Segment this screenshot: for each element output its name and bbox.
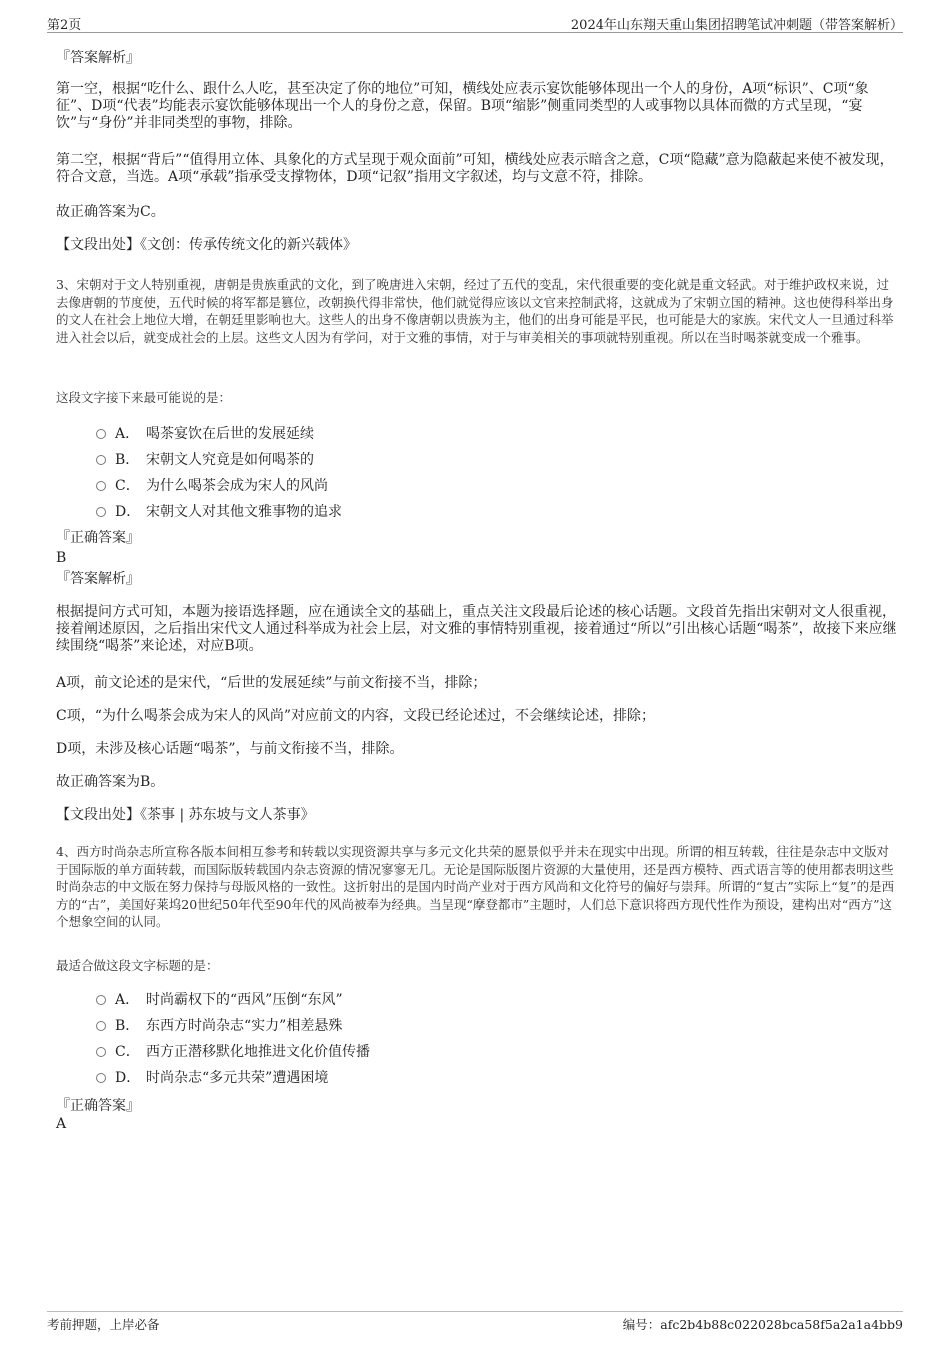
analysis-label: 『答案解析』 (56, 571, 140, 587)
option-text: 宋朝文人对其他文雅事物的追求 (146, 504, 342, 520)
option-text: 东西方时尚杂志“实力”相差悬殊 (146, 1018, 343, 1034)
radio-button[interactable] (96, 429, 106, 439)
option-letter: B． (115, 1018, 140, 1034)
option-letter: D． (115, 504, 141, 520)
answer-conclusion: 故正确答案为C。 (56, 204, 165, 220)
option-letter: C． (115, 478, 140, 494)
radio-button[interactable] (96, 455, 106, 465)
page-header (47, 14, 903, 33)
analysis-label: 『答案解析』 (56, 50, 140, 66)
option-text: 时尚霸权下的“西风”压倒“东风” (146, 992, 343, 1008)
correct-answer: A (56, 1116, 67, 1132)
radio-button[interactable] (96, 995, 106, 1005)
analysis-paragraph: 第一空，根据“吃什么、跟什么人吃，甚至决定了你的地位”可知，横线处应表示宴饮能够体现出一个人的身份，A项“标识”、C项“象征”、D项“代表”均能表示宴饮能够体现出一个人的身份之意，保留。B项“缩影”侧重同类型的人或事物以具体而微的方式呈现，“宴饮”与“身份”并非同类型的事物，排除。 (56, 81, 869, 131)
option-text: 宋朝文人究竟是如何喝茶的 (146, 452, 314, 468)
option-letter: C． (115, 1044, 140, 1060)
question-passage: 4、西方时尚杂志所宣称各版本间相互参考和转载以实现资源共享与多元文化共荣的愿景似乎并未在现实中出现。所谓的相互转载，往往是杂志中文版对于国际版的单方面转载，而国际版转载国内杂志资源的情况寥寥无几。无论是国际版图片资源的大量使用，还是西方模特、西式语言等的使用都表明这些时尚杂志的中文版在努力保持与母版风格的一致性。这折射出的是国内时尚产业对于西方风尚和文化符号的偏好与崇拜。所谓的“复古”实际上“复”的是西方的“古”，美国好莱坞20世纪50年代至90年代的风尚被奉为经典。当呈现“摩登都市”主题时，人们总下意识将西方现代性作为预设，建构出对“西方”这个想象空间的认同。 (56, 844, 895, 929)
question-prompt: 这段文字接下来最可能说的是： (56, 390, 232, 405)
option-a[interactable] (96, 425, 314, 443)
source-citation: 【文段出处】《文创：传承传统文化的新兴载体》 (56, 237, 357, 253)
option-text: 西方正潜移默化地推进文化价值传播 (146, 1044, 370, 1060)
option-b[interactable] (96, 1017, 342, 1035)
correct-answer: B (56, 550, 67, 566)
analysis-paragraph: 第二空，根据“背后”“值得用立体、具象化的方式呈现于观众面前”可知，横线处应表示暗含之意，C项“隐藏”意为隐蔽起来使不被发现，符合文意，当选。A项“承载”指承受支撑物体，D项“记叙”指用文字叙述，均与文意不符，排除。 (56, 152, 894, 185)
answer-label: 『正确答案』 (56, 530, 140, 546)
option-b[interactable] (96, 451, 314, 469)
option-text: 为什么喝茶会成为宋人的风尚 (146, 478, 328, 494)
question-prompt: 最适合做这段文字标题的是： (56, 958, 219, 973)
option-letter: D． (115, 1070, 141, 1086)
option-letter: B． (115, 452, 140, 468)
document-id: 编号：afc2b4b88c022028bca58f5a2a1a4bb9 (622, 1317, 903, 1332)
analysis-paragraph: 根据提问方式可知，本题为接语选择题，应在通读全文的基础上，重点关注文段最后论述的核心话题。文段首先指出宋朝对文人很重视，接着阐述原因，之后指出宋代文人通过科举成为社会上层，对文雅的事情特别重视，接着通过“所以”引出核心话题“喝茶”，故接下来应继续围绕“喝茶”来论述，对应B项。 (56, 604, 897, 654)
radio-button[interactable] (96, 481, 106, 491)
analysis-paragraph: C项，“为什么喝茶会成为宋人的风尚”对应前文的内容，文段已经论述过，不会继续论述，排除； (56, 708, 656, 724)
option-a[interactable] (96, 991, 343, 1009)
radio-button[interactable] (96, 1021, 106, 1031)
option-letter: A． (115, 426, 140, 442)
option-text: 喝茶宴饮在后世的发展延续 (146, 426, 314, 442)
answer-label: 『正确答案』 (56, 1098, 140, 1114)
radio-button[interactable] (96, 507, 106, 517)
analysis-paragraph: A项，前文论述的是宋代，“后世的发展延续”与前文衔接不当，排除； (56, 675, 487, 691)
radio-button[interactable] (96, 1073, 106, 1083)
page-number: 第2页 (47, 18, 82, 33)
option-d[interactable] (96, 503, 342, 521)
option-c[interactable] (96, 477, 328, 495)
option-d[interactable] (96, 1069, 328, 1087)
source-citation: 【文段出处】《茶事 | 苏东坡与文人茶事》 (56, 807, 315, 823)
answer-conclusion: 故正确答案为B。 (56, 774, 165, 790)
analysis-paragraph: D项，未涉及核心话题“喝茶”，与前文衔接不当，排除。 (56, 741, 404, 757)
question-passage: 3、宋朝对于文人特别重视，唐朝是贵族重武的文化，到了晚唐进入宋朝，经过了五代的变乱，宋代很重要的变化就是重文轻武。对于维护政权来说，过去像唐朝的节度使，五代时候的将军都是篡位，改朝换代得非常快，他们就觉得应该以文官来控制武将，这就成为了宋朝立国的精神。这也使得科举出身的文人在社会上地位大增，在朝廷里影响也大。这些人的出身不像唐朝以贵族为主，他们的出身可能是平民，也可能是大的家族。宋代文人一旦通过科举进入社会以后，就变成社会的上层。这些文人因为有学问，对于文雅的事情，对于与审美相关的事项就特别重视。所以在当时喝茶就变成一个雅事。 (56, 277, 894, 345)
radio-button[interactable] (96, 1047, 106, 1057)
footer-slogan: 考前押题，上岸必备 (47, 1317, 160, 1332)
option-text: 时尚杂志“多元共荣”遭遇困境 (146, 1070, 329, 1086)
document-title: 2024年山东翔天重山集团招聘笔试冲刺题（带答案解析） (570, 18, 903, 33)
option-c[interactable] (96, 1043, 370, 1061)
page-footer (47, 1311, 903, 1333)
option-letter: A． (115, 992, 140, 1008)
